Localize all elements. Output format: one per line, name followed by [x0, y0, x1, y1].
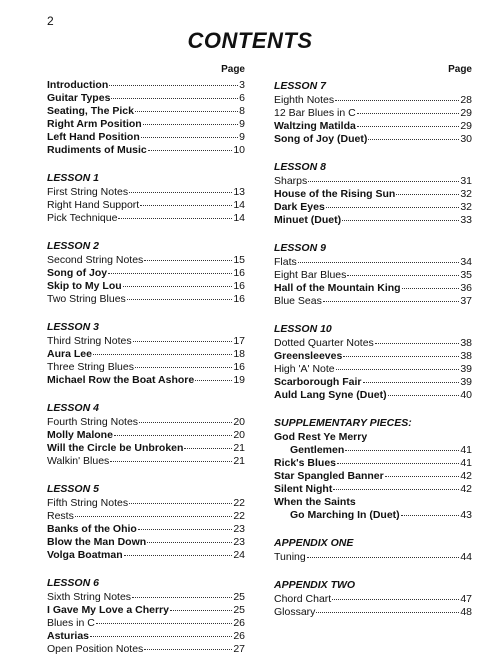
dot-leader [298, 262, 460, 263]
dot-leader [368, 139, 459, 140]
toc-entry-page: 47 [460, 593, 472, 605]
section-heading: APPENDIX ONE [274, 537, 354, 549]
toc-entry-label: Chord Chart [274, 593, 332, 605]
toc-section-lesson-4 [47, 401, 245, 468]
toc-entry-page: 16 [233, 361, 245, 373]
toc-section-lesson-10 [274, 322, 472, 402]
toc-entry [47, 348, 245, 361]
toc-section-lesson-1 [47, 171, 245, 225]
toc-entry-page: 6 [239, 92, 245, 104]
toc-entry-label: Left Hand Position [47, 131, 140, 143]
toc-entry [274, 483, 472, 496]
dot-leader [129, 192, 232, 193]
dot-leader [335, 100, 459, 101]
toc-entry-label: Sharps [274, 175, 308, 187]
dot-leader [147, 542, 232, 543]
toc-entry [274, 214, 472, 227]
section-heading: LESSON 9 [274, 242, 326, 254]
toc-entry-label: Greensleeves [274, 350, 343, 362]
toc-entry-page: 34 [460, 256, 472, 268]
toc-section-appendix-two [274, 578, 472, 619]
toc-entry-page: 10 [233, 144, 245, 156]
toc-entry-label: Aura Lee [47, 348, 92, 360]
section-heading: LESSON 1 [47, 172, 99, 184]
toc-entry-label: First String Notes [47, 186, 129, 198]
toc-entry [274, 269, 472, 282]
toc-entry [47, 267, 245, 280]
toc-entry-page: 38 [460, 350, 472, 362]
dot-leader [396, 194, 459, 195]
toc-entry-page: 16 [233, 267, 245, 279]
toc-entry [47, 212, 245, 225]
toc-entry [274, 606, 472, 619]
toc-entry-page: 20 [233, 429, 245, 441]
toc-entry [47, 293, 245, 306]
toc-left-column [47, 64, 245, 670]
toc-entry-label: Introduction [47, 79, 109, 91]
toc-entry [47, 510, 245, 523]
toc-entry-label: Second String Notes [47, 254, 144, 266]
toc-entry-page: 26 [233, 617, 245, 629]
toc-entry-page: 3 [239, 79, 245, 91]
section-heading: LESSON 6 [47, 577, 99, 589]
toc-entry-label: God Rest Ye Merry [274, 431, 368, 443]
toc-entry [274, 282, 472, 295]
toc-entry [274, 551, 472, 564]
toc-entry-label: Blue Seas [274, 295, 322, 307]
dot-leader [357, 113, 460, 114]
toc-entry-label: Molly Malone [47, 429, 113, 441]
dot-leader [336, 369, 460, 370]
toc-section-lesson-5 [47, 482, 245, 562]
toc-entry-label: Blow the Man Down [47, 536, 147, 548]
toc-entry-page: 9 [239, 118, 245, 130]
toc-entry-label: Volga Boatman [47, 549, 123, 561]
toc-entry-page: 24 [233, 549, 245, 561]
dot-leader [385, 476, 460, 477]
dot-leader [114, 435, 232, 436]
toc-entry-page: 25 [233, 591, 245, 603]
dot-leader [129, 503, 232, 504]
toc-entry [47, 361, 245, 374]
toc-entry-label: Right Arm Position [47, 118, 142, 130]
dot-leader [109, 85, 238, 86]
toc-entry-label: Gentlemen [290, 444, 345, 456]
toc-section-lesson-8 [274, 160, 472, 227]
toc-entry-page: 14 [233, 199, 245, 211]
toc-entry-label: Asturias [47, 630, 90, 642]
toc-entry-label: Will the Circle be Unbroken [47, 442, 184, 454]
toc-entry-label: 12 Bar Blues in C [274, 107, 356, 119]
dot-leader [326, 207, 460, 208]
toc-entry-label: Right Hand Support [47, 199, 140, 211]
dot-leader [135, 111, 238, 112]
toc-entry [274, 256, 472, 269]
dot-leader [347, 275, 459, 276]
toc-entry [274, 509, 472, 522]
dot-leader [333, 489, 459, 490]
toc-entry-label: Blues in C [47, 617, 95, 629]
toc-entry-page: 13 [233, 186, 245, 198]
toc-entry-label: Waltzing Matilda [274, 120, 356, 132]
dot-leader [135, 367, 232, 368]
toc-entry-label: Three String Blues [47, 361, 134, 373]
toc-entry [47, 630, 245, 643]
section-heading: LESSON 5 [47, 483, 99, 495]
toc-entry-page: 32 [460, 188, 472, 200]
toc-section-appendix-one [274, 536, 472, 564]
toc-entry [47, 604, 245, 617]
toc-entry [274, 431, 472, 444]
toc-entry-page: 30 [460, 133, 472, 145]
dot-leader [332, 599, 459, 600]
toc-entry [274, 350, 472, 363]
toc-entry-page: 16 [233, 280, 245, 292]
toc-entry [47, 254, 245, 267]
toc-entry-page: 22 [233, 497, 245, 509]
dot-leader [110, 461, 232, 462]
toc-entry-page: 18 [233, 348, 245, 360]
toc-entry-label: Guitar Types [47, 92, 111, 104]
dot-leader [139, 422, 232, 423]
dot-leader [337, 463, 459, 464]
toc-entry [47, 455, 245, 468]
section-heading: LESSON 3 [47, 321, 99, 333]
toc-entry-page: 20 [233, 416, 245, 428]
toc-entry-label: Minuet (Duet) [274, 214, 342, 226]
dot-leader [316, 612, 459, 613]
dot-leader [345, 450, 459, 451]
toc-entry [47, 442, 245, 455]
toc-right-column [274, 64, 472, 633]
toc-entry-page: 42 [460, 470, 472, 482]
toc-entry-label: Song of Joy (Duet) [274, 133, 368, 145]
toc-entry-label: Fourth String Notes [47, 416, 139, 428]
toc-entry [274, 376, 472, 389]
toc-entry-page: 39 [460, 363, 472, 375]
toc-entry-label: Eight Bar Blues [274, 269, 347, 281]
toc-entry [47, 536, 245, 549]
dot-leader [342, 220, 459, 221]
dot-leader [357, 126, 459, 127]
toc-entry-page: 28 [460, 94, 472, 106]
toc-entry-label: Third String Notes [47, 335, 132, 347]
toc-entry-page: 33 [460, 214, 472, 226]
toc-entry-label: Flats [274, 256, 297, 268]
toc-entry-page: 41 [460, 444, 472, 456]
toc-entry-label: Rests [47, 510, 74, 522]
dot-leader [93, 354, 232, 355]
dot-leader [75, 516, 232, 517]
toc-entry-label: Eighth Notes [274, 94, 335, 106]
page-number: 2 [47, 14, 54, 28]
section-heading: APPENDIX TWO [274, 579, 356, 591]
dot-leader [308, 181, 459, 182]
toc-entry-page: 16 [233, 293, 245, 305]
toc-entry-page: 36 [460, 282, 472, 294]
toc-entry-label: Star Spangled Banner [274, 470, 384, 482]
toc-entry-label: Hall of the Mountain King [274, 282, 401, 294]
toc-section-lesson-7 [274, 79, 472, 146]
toc-entry [274, 389, 472, 402]
toc-entry [47, 497, 245, 510]
toc-entry [274, 363, 472, 376]
dot-leader [388, 395, 460, 396]
dot-leader [96, 623, 232, 624]
dot-leader [123, 286, 233, 287]
dot-leader [140, 205, 232, 206]
toc-section-lesson-2 [47, 239, 245, 306]
toc-entry [47, 549, 245, 562]
toc-entry-page: 8 [239, 105, 245, 117]
dot-leader [401, 515, 460, 516]
toc-entry [47, 523, 245, 536]
dot-leader [307, 557, 460, 558]
toc-entry [47, 335, 245, 348]
section-heading: SUPPLEMENTARY PIECES: [274, 417, 412, 429]
toc-entry-page: 32 [460, 201, 472, 213]
toc-entry [274, 444, 472, 457]
dot-leader [127, 299, 233, 300]
toc-entry-label: Seating, The Pick [47, 105, 134, 117]
dot-leader [363, 382, 460, 383]
toc-section-supplementary-pieces [274, 416, 472, 522]
toc-entry [274, 457, 472, 470]
dot-leader [141, 137, 238, 138]
toc-section-lesson-3 [47, 320, 245, 387]
toc-entry-page: 43 [460, 509, 472, 521]
toc-entry-page: 38 [460, 337, 472, 349]
section-heading: LESSON 2 [47, 240, 99, 252]
toc-entry-label: Rick's Blues [274, 457, 337, 469]
toc-entry [47, 416, 245, 429]
dot-leader [108, 273, 232, 274]
toc-entry-page: 35 [460, 269, 472, 281]
toc-entry-page: 29 [460, 120, 472, 132]
toc-entry [47, 186, 245, 199]
section-heading: LESSON 10 [274, 323, 332, 335]
dot-leader [343, 356, 459, 357]
toc-section-front-matter [47, 79, 245, 157]
toc-entry [47, 617, 245, 630]
dot-leader [144, 649, 232, 650]
toc-entry [47, 144, 245, 157]
toc-entry [47, 105, 245, 118]
dot-leader [144, 260, 232, 261]
dot-leader [323, 301, 459, 302]
toc-entry [47, 79, 245, 92]
toc-entry [47, 280, 245, 293]
toc-entry [274, 107, 472, 120]
toc-entry [274, 201, 472, 214]
toc-entry [274, 496, 472, 509]
toc-entry-page: 31 [460, 175, 472, 187]
toc-entry-page: 48 [460, 606, 472, 618]
toc-entry-page: 27 [233, 643, 245, 655]
toc-entry [274, 188, 472, 201]
toc-entry [47, 199, 245, 212]
toc-entry-label: Michael Row the Boat Ashore [47, 374, 195, 386]
dot-leader [148, 150, 233, 151]
toc-entry-page: 39 [460, 376, 472, 388]
toc-entry-page: 37 [460, 295, 472, 307]
toc-entry [47, 374, 245, 387]
toc-entry-label: Two String Blues [47, 293, 126, 305]
toc-entry-page: 15 [233, 254, 245, 266]
dot-leader [118, 218, 232, 219]
dot-leader [90, 636, 232, 637]
toc-entry [274, 120, 472, 133]
toc-entry-label: Fifth String Notes [47, 497, 129, 509]
dot-leader [133, 341, 233, 342]
dot-leader [195, 380, 232, 381]
toc-entry-label: Dark Eyes [274, 201, 325, 213]
toc-entry-label: I Gave My Love a Cherry [47, 604, 169, 616]
toc-entry-label: Silent Night [274, 483, 333, 495]
toc-section-lesson-9 [274, 241, 472, 308]
toc-entry [274, 337, 472, 350]
toc-entry [274, 470, 472, 483]
toc-entry-label: Dotted Quarter Notes [274, 337, 374, 349]
toc-entry-label: Glossary [274, 606, 316, 618]
dot-leader [111, 98, 238, 99]
toc-entry-label: Banks of the Ohio [47, 523, 137, 535]
page-title: CONTENTS [187, 28, 313, 53]
toc-entry-page: 25 [233, 604, 245, 616]
toc-entry [274, 133, 472, 146]
dot-leader [132, 597, 232, 598]
toc-entry [47, 131, 245, 144]
toc-entry-page: 9 [239, 131, 245, 143]
page-column-header: Page [221, 64, 245, 75]
toc-entry-page: 21 [233, 442, 245, 454]
toc-entry [274, 593, 472, 606]
toc-entry-label: Go Marching In (Duet) [290, 509, 400, 521]
toc-entry-page: 19 [233, 374, 245, 386]
toc-entry-page: 23 [233, 523, 245, 535]
toc-entry-page: 42 [460, 483, 472, 495]
toc-entry-label: Open Position Notes [47, 643, 144, 655]
dot-leader [375, 343, 460, 344]
toc-entry-label: When the Saints [274, 496, 356, 508]
toc-entry-label: House of the Rising Sun [274, 188, 396, 200]
dot-leader [170, 610, 232, 611]
toc-section-lesson-6 [47, 576, 245, 656]
toc-entry [47, 429, 245, 442]
toc-entry-label: Pick Technique [47, 212, 118, 224]
toc-entry-label: High 'A' Note [274, 363, 335, 375]
toc-entry-page: 26 [233, 630, 245, 642]
section-heading: LESSON 8 [274, 161, 326, 173]
toc-entry [47, 118, 245, 131]
dot-leader [124, 555, 233, 556]
toc-entry-label: Walkin' Blues [47, 455, 110, 467]
toc-entry-page: 29 [460, 107, 472, 119]
toc-entry-page: 14 [233, 212, 245, 224]
toc-entry-label: Auld Lang Syne (Duet) [274, 389, 387, 401]
toc-entry-page: 23 [233, 536, 245, 548]
toc-entry-label: Rudiments of Music [47, 144, 147, 156]
dot-leader [138, 529, 232, 530]
toc-entry [274, 175, 472, 188]
toc-entry-page: 41 [460, 457, 472, 469]
toc-entry-label: Song of Joy [47, 267, 108, 279]
toc-entry-page: 21 [233, 455, 245, 467]
toc-entry [274, 94, 472, 107]
page-column-header: Page [448, 64, 472, 75]
toc-entry [274, 295, 472, 308]
toc-entry-page: 17 [233, 335, 245, 347]
toc-entry [47, 643, 245, 656]
dot-leader [184, 448, 232, 449]
toc-entry [47, 591, 245, 604]
toc-entry-label: Skip to My Lou [47, 280, 122, 292]
toc-entry-label: Sixth String Notes [47, 591, 132, 603]
toc-entry-page: 22 [233, 510, 245, 522]
section-heading: LESSON 7 [274, 80, 326, 92]
section-heading: LESSON 4 [47, 402, 99, 414]
dot-leader [143, 124, 238, 125]
dot-leader [402, 288, 460, 289]
toc-entry-label: Scarborough Fair [274, 376, 362, 388]
toc-entry-page: 40 [460, 389, 472, 401]
toc-entry [47, 92, 245, 105]
toc-entry-page: 44 [460, 551, 472, 563]
toc-entry-label: Tuning [274, 551, 306, 563]
